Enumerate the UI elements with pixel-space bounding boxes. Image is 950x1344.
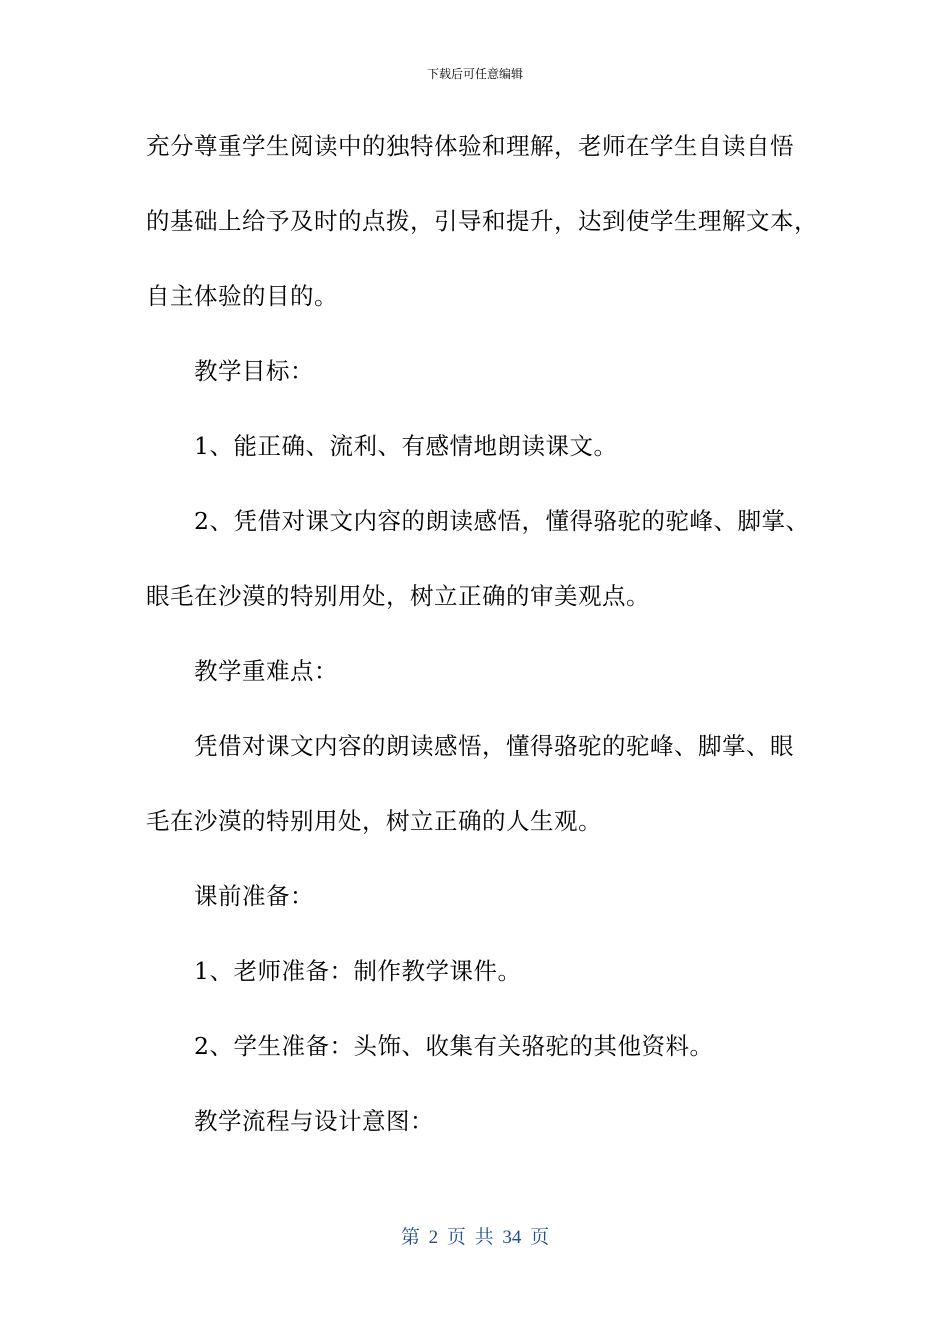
list-item: 2、凭借对课文内容的朗读感悟，懂得骆驼的驼峰、脚掌、 [194, 507, 810, 535]
paragraph-line: 的基础上给予及时的点拨，引导和提升，达到使学生理解文本， [146, 207, 818, 235]
list-item: 1、老师准备：制作教学课件。 [194, 957, 522, 985]
page-number: 第 2 页 共 34 页 [400, 1227, 550, 1248]
page-header: 下载后可任意编辑 [426, 67, 523, 81]
paragraph-line: 毛在沙漠的特别用处，树立正确的人生观。 [146, 807, 602, 835]
paragraph-line: 自主体验的目的。 [146, 282, 338, 310]
section-heading-key-points: 教学重难点： [194, 657, 338, 685]
list-item: 2、学生准备：头饰、收集有关骆驼的其他资料。 [194, 1032, 714, 1060]
document-body [146, 124, 816, 1174]
section-heading-teaching-process: 教学流程与设计意图： [194, 1107, 434, 1135]
section-heading-preparation: 课前准备： [194, 882, 314, 910]
paragraph-line: 凭借对课文内容的朗读感悟，懂得骆驼的驼峰、脚掌、眼 [194, 732, 794, 760]
paragraph-line: 充分尊重学生阅读中的独特体验和理解，老师在学生自读自悟 [146, 132, 794, 160]
paragraph-line: 眼毛在沙漠的特别用处，树立正确的审美观点。 [146, 582, 650, 610]
list-item: 1、能正确、流利、有感情地朗读课文。 [194, 432, 618, 460]
section-heading-teaching-goals: 教学目标： [194, 357, 314, 385]
